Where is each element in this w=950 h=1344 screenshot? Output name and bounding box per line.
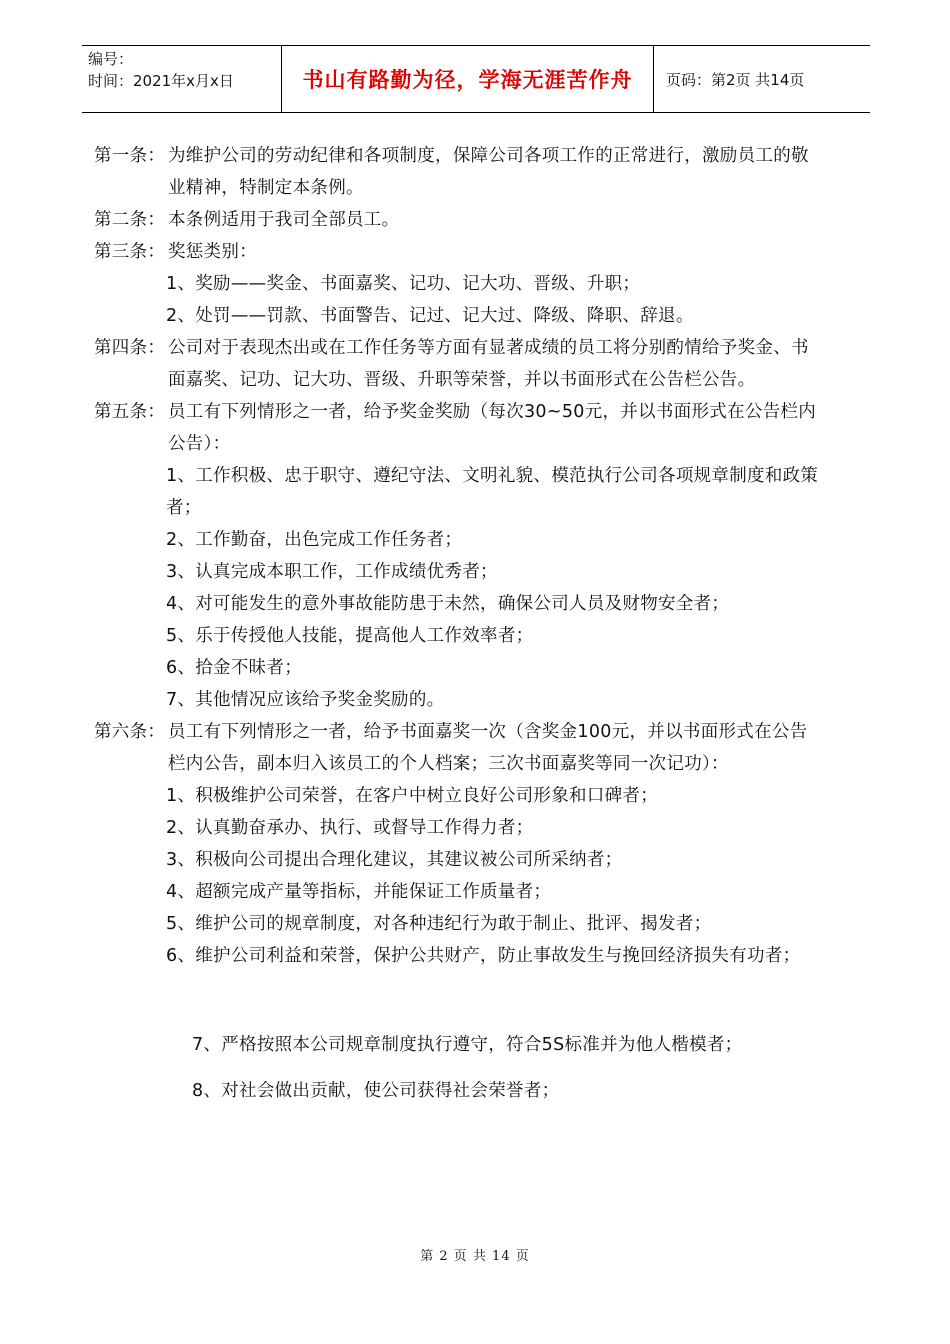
list-item: 4、超额完成产量等指标，并能保证工作质量者；: [166, 882, 552, 902]
article-text: 公司对于表现杰出或在工作任务等方面有显著成绩的员工将分别酌情给予奖金、书面嘉奖、记功、记大功、晋级、升职等荣誉，并以书面形式在公告栏公告。: [168, 338, 809, 390]
header-page-cell: [654, 46, 870, 112]
page-footer: 第 2 页 共 14 页: [420, 1249, 530, 1264]
spacer: [94, 972, 824, 1028]
article-label: 第五条：: [94, 402, 166, 422]
article-5: [94, 396, 824, 460]
article-label: 第三条：: [94, 242, 166, 262]
article-text: 本条例适用于我司全部员工。: [168, 210, 400, 230]
list-item: 6、拾金不昧者；: [166, 658, 303, 678]
header-page-label: 页码：第2页 共14页: [666, 70, 805, 89]
list-item: 4、对可能发生的意外事故能防患于未然，确保公司人员及财物安全者；: [166, 594, 730, 614]
list-item: 3、认真完成本职工作，工作成绩优秀者；: [166, 562, 498, 582]
article-label: 第四条：: [94, 338, 166, 358]
header-meta: [82, 46, 282, 112]
list-item: 1、奖励——奖金、书面嘉奖、记功、记大功、晋级、升职；: [166, 274, 641, 294]
list-item: 8、对社会做出贡献，使公司获得社会荣誉者；: [192, 1081, 560, 1101]
list-item: 1、工作积极、忠于职守、遵纪守法、文明礼貌、模范执行公司各项规章制度和政策者；: [166, 466, 819, 518]
article-4: [94, 332, 824, 396]
list-item: 5、乐于传授他人技能，提高他人工作效率者；: [166, 626, 534, 646]
list-item-number: 6、: [166, 946, 196, 966]
list-item: 2、认真勤奋承办、执行、或督导工作得力者；: [166, 818, 534, 838]
list-item: 2、处罚——罚款、书面警告、记过、记大过、降级、降职、辞退。: [166, 306, 694, 326]
document-time-label: 时间：2021年x月x日: [88, 72, 234, 90]
header-motto: 书山有路勤为径，学海无涯苦作舟: [302, 68, 633, 92]
document-number-label: 编号：: [88, 50, 134, 68]
article-label: 第二条：: [94, 210, 166, 230]
list-item: 2、工作勤奋，出色完成工作任务者；: [166, 530, 463, 550]
article-1: [94, 140, 824, 204]
list-item: 7、严格按照本公司规章制度执行遵守，符合5S标准并为他人楷模者；: [192, 1035, 743, 1055]
list-item: 5、维护公司的规章制度，对各种违纪行为敢于制止、批评、揭发者；: [166, 914, 712, 934]
list-item-text: 维护公司利益和荣誉，保护公共财产，防止事故发生与挽回经济损失有功者；: [195, 946, 801, 966]
article-label: 第六条：: [94, 722, 166, 742]
article-2: [94, 204, 824, 236]
list-item: 7、其他情况应该给予奖金奖励的。: [166, 690, 445, 710]
article-3: [94, 236, 824, 268]
article-text: 为维护公司的劳动纪律和各项制度，保障公司各项工作的正常进行，激励员工的敬业精神，特制定本条例。: [168, 146, 809, 198]
list-item: [94, 940, 824, 972]
article-label: 第一条：: [94, 146, 166, 166]
article-text: 员工有下列情形之一者，给予书面嘉奖一次（含奖金100元，并以书面形式在公告栏内公告，副本归入该员工的个人档案；三次书面嘉奖等同一次记功）：: [168, 722, 808, 774]
article-text: 奖惩类别：: [168, 242, 257, 262]
page-header: [82, 45, 870, 113]
article-6: [94, 716, 824, 780]
document-body: [94, 140, 824, 1120]
article-text: 员工有下列情形之一者，给予奖金奖励（每次30~50元，并以书面形式在公告栏内公告）：: [168, 402, 817, 454]
header-motto-cell: [282, 46, 654, 112]
list-item: 3、积极向公司提出合理化建议，其建议被公司所采纳者；: [166, 850, 623, 870]
list-item: 1、积极维护公司荣誉，在客户中树立良好公司形象和口碑者；: [166, 786, 659, 806]
